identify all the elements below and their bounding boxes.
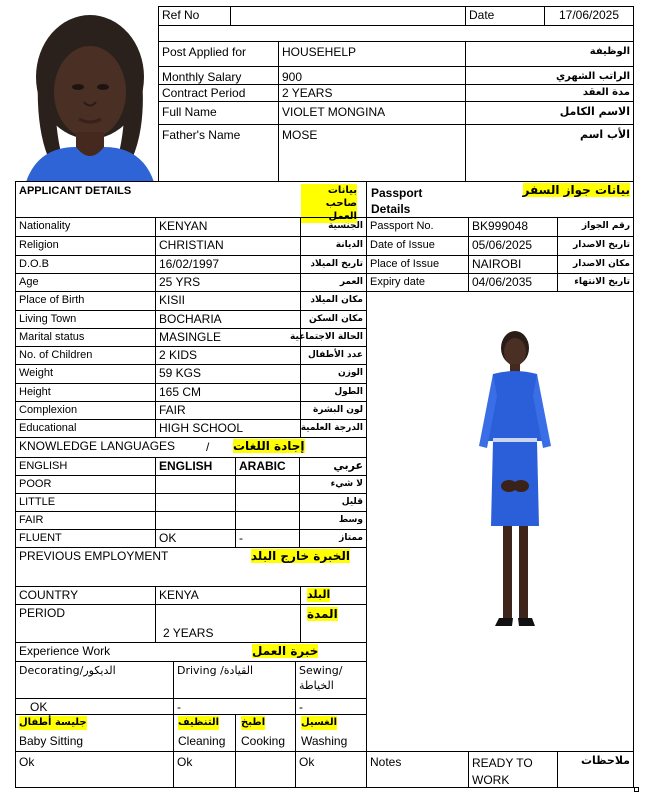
languages-heading: KNOWLEDGE LANGUAGES (19, 439, 176, 453)
applicant-row-arabic: الحالة الاجتماعية (300, 328, 367, 347)
skill-cooking-arabic: اطبخ (241, 717, 266, 728)
period-value: 2 YEARS (163, 626, 214, 640)
passport-details-heading-arabic: بيانات جواز السفر (522, 183, 630, 197)
applicant-row-arabic: الطول (300, 383, 367, 402)
fathers-name-label: Father's Name (158, 124, 279, 182)
lang-level-label: LITTLE (15, 493, 156, 512)
lang-level-english (155, 475, 236, 494)
applicant-row-arabic: العمر (300, 273, 367, 292)
experience-heading: Experience Work (19, 644, 111, 658)
applicant-details-heading-arabic: بيانات صاحب العمل (301, 184, 357, 223)
skill-decorating-value-text: OK (30, 700, 48, 714)
portrait-photo (18, 7, 161, 182)
skill-cleaning (173, 714, 236, 752)
passport-details-heading: Passport Details (371, 186, 423, 216)
lang-level-english (155, 511, 236, 530)
period-value-cell (155, 604, 301, 643)
lang-level-arabic-name: وسط (299, 511, 367, 530)
lang-col-arabic-ar: عربي (299, 457, 367, 476)
lang-level-english: OK (155, 529, 236, 548)
passport-row-arabic: مكان الاصدار (557, 255, 634, 274)
full-name-label: Full Name (158, 101, 279, 125)
portrait-photo-cell (15, 6, 158, 181)
notes-label: Notes (366, 751, 469, 788)
applicant-row-label: Educational (15, 419, 156, 438)
employment-heading-arabic: الخبرة خارج البلد (250, 549, 350, 563)
ref-label: Ref No (158, 6, 231, 26)
passport-row-value: 05/06/2025 (468, 236, 558, 256)
lang-level-label: FAIR (15, 511, 156, 530)
full-body-photo (465, 326, 565, 646)
skill-babysitting-label: Baby Sitting (19, 734, 84, 748)
applicant-row-label: Living Town (15, 310, 156, 329)
skill-washing (295, 714, 367, 752)
lang-level-arabic (235, 475, 300, 494)
passport-row-value: 04/06/2035 (468, 273, 558, 292)
spacer-row (158, 25, 634, 42)
employment-heading-cell (15, 547, 367, 587)
applicant-row-arabic: الوزن (300, 364, 367, 384)
skill-cleaning-value: Ok (173, 751, 236, 788)
applicant-row-value: KISII (155, 291, 301, 311)
applicant-row-arabic: لون البشرة (300, 401, 367, 420)
languages-heading-arabic: إجادة اللغات (233, 439, 305, 453)
passport-row-label: Place of Issue (366, 255, 469, 274)
skill-cooking-label: Cooking (241, 734, 286, 748)
applicant-row-label: Nationality (15, 217, 156, 237)
skill-babysitting-value: Ok (15, 751, 174, 788)
employment-heading: PREVIOUS EMPLOYMENT (19, 549, 169, 563)
applicant-row-arabic: مكان السكن (300, 310, 367, 329)
skill-driving-value: - (173, 698, 296, 715)
passport-empty-row (366, 273, 634, 275)
period-label: PERIOD (15, 604, 156, 643)
lang-level-arabic-name: قليل (299, 493, 367, 512)
skill-babysitting-arabic: جليسة أطفال (19, 717, 87, 728)
date-label: Date (465, 6, 545, 26)
passport-row-value: NAIROBI (468, 255, 558, 274)
skill-cooking-value (235, 751, 296, 788)
skill-sewing-value: - (295, 698, 367, 715)
applicant-row-arabic: تاريخ الميلاد (300, 255, 367, 274)
country-label: COUNTRY (15, 586, 156, 605)
skill-decorating-label: Decorating/الديكور (19, 664, 116, 677)
passport-row-arabic: تاريخ الاصدار (557, 236, 634, 256)
skill-sewing-label: Sewing/ الخياطة (299, 664, 343, 692)
applicant-details-heading-cell (15, 181, 367, 222)
passport-row-label: Expiry date (366, 273, 469, 292)
applicant-row-arabic: الجنسية (300, 217, 367, 237)
applicant-row-label: Place of Birth (15, 291, 156, 311)
monthly-salary-value: 900 (278, 66, 466, 85)
applicant-row-label: Age (15, 273, 156, 292)
post-applied-arabic: الوظيفة (465, 41, 634, 67)
lang-level-arabic (235, 493, 300, 512)
lang-col-english-label: ENGLISH (15, 457, 156, 476)
notes-value: READY TO WORK (468, 751, 558, 788)
applicant-row-label: Complexion (15, 401, 156, 420)
applicant-row-value: 59 KGS (155, 364, 301, 384)
skill-decorating (15, 661, 174, 699)
contract-period-value: 2 YEARS (278, 84, 466, 102)
passport-details-heading-cell (366, 181, 634, 218)
applicant-row-value: FAIR (155, 401, 301, 420)
applicant-row-value: BOCHARIA (155, 310, 301, 329)
lang-level-label: FLUENT (15, 529, 156, 548)
period-arabic: المدة (307, 607, 338, 621)
applicant-row-label: Religion (15, 236, 156, 256)
lang-level-arabic-name: لا شيء (299, 475, 367, 494)
skill-washing-value: Ok (295, 751, 367, 788)
monthly-salary-label: Monthly Salary (158, 66, 279, 85)
lang-level-label: POOR (15, 475, 156, 494)
passport-row-value: BK999048 (468, 217, 558, 237)
experience-heading-arabic: خبرة العمل (252, 644, 319, 658)
full-name-value: VIOLET MONGINA (278, 101, 466, 125)
applicant-row-label: Marital status (15, 328, 156, 347)
applicant-row-value: 25 YRS (155, 273, 301, 292)
post-applied-label: Post Applied for (158, 41, 279, 67)
applicant-row-arabic: مكان الميلاد (300, 291, 367, 311)
applicant-row-arabic: الديانة (300, 236, 367, 256)
contract-period-arabic: مدة العقد (465, 84, 634, 102)
applicant-row-value: 165 CM (155, 383, 301, 402)
table-resize-handle[interactable] (634, 787, 639, 792)
applicant-row-label: D.O.B (15, 255, 156, 274)
applicant-row-label: Weight (15, 364, 156, 384)
applicant-row-arabic: الدرجة العلمية (300, 419, 367, 438)
notes-arabic: ملاحظات (557, 751, 634, 788)
applicant-row-value: 16/02/1997 (155, 255, 301, 274)
passport-row-label: Date of Issue (366, 236, 469, 256)
date-value: 17/06/2025 (544, 6, 634, 26)
post-applied-value: HOUSEHELP (278, 41, 466, 67)
applicant-row-label: Height (15, 383, 156, 402)
fathers-name-value: MOSE (278, 124, 466, 182)
skill-decorating-value (15, 698, 174, 715)
languages-heading-cell (15, 437, 367, 458)
lang-level-arabic: - (235, 529, 300, 548)
skill-driving (173, 661, 296, 699)
applicant-row-value: 2 KIDS (155, 346, 301, 365)
skill-driving-label: Driving /القيادة (177, 664, 254, 677)
skill-cleaning-label: Cleaning (178, 734, 226, 748)
skill-sewing (295, 661, 367, 699)
lang-col-english: ENGLISH (155, 457, 236, 476)
applicant-row-label: No. of Children (15, 346, 156, 365)
monthly-salary-arabic: الراتب الشهري (465, 66, 634, 85)
lang-level-english (155, 493, 236, 512)
lang-level-arabic (235, 511, 300, 530)
contract-period-label: Contract Period (158, 84, 279, 102)
skill-cooking (235, 714, 296, 752)
country-arabic: البلد (307, 588, 331, 601)
full-name-arabic: الاسم الكامل (465, 101, 634, 125)
passport-row-arabic: تاريخ الانتهاء (557, 273, 634, 292)
passport-row-arabic: رقم الجواز (557, 217, 634, 237)
applicant-row-value: HIGH SCHOOL (155, 419, 301, 438)
country-value: KENYA (155, 586, 301, 605)
applicant-details-heading: APPLICANT DETAILS (19, 185, 132, 197)
period-arabic-cell (300, 604, 367, 643)
skill-washing-arabic: الغسيل (301, 717, 338, 728)
languages-separator: / (206, 440, 210, 454)
applicant-row-arabic: عدد الأطفال (300, 346, 367, 365)
skill-washing-label: Washing (301, 734, 348, 748)
skill-cleaning-arabic: التنظيف (178, 717, 220, 728)
applicant-row-value: CHRISTIAN (155, 236, 301, 256)
lang-level-arabic-name: ممتاز (299, 529, 367, 548)
country-arabic-cell (300, 586, 367, 605)
full-body-photo-cell (366, 291, 634, 752)
skill-babysitting (15, 714, 174, 752)
lang-col-arabic: ARABIC (235, 457, 300, 476)
passport-row-label: Passport No. (366, 217, 469, 237)
applicant-row-value: MASINGLE (155, 328, 301, 347)
applicant-row-value: KENYAN (155, 217, 301, 237)
fathers-name-arabic: الأب اسم (465, 124, 634, 182)
ref-value[interactable] (230, 6, 466, 26)
experience-heading-cell (15, 642, 367, 662)
